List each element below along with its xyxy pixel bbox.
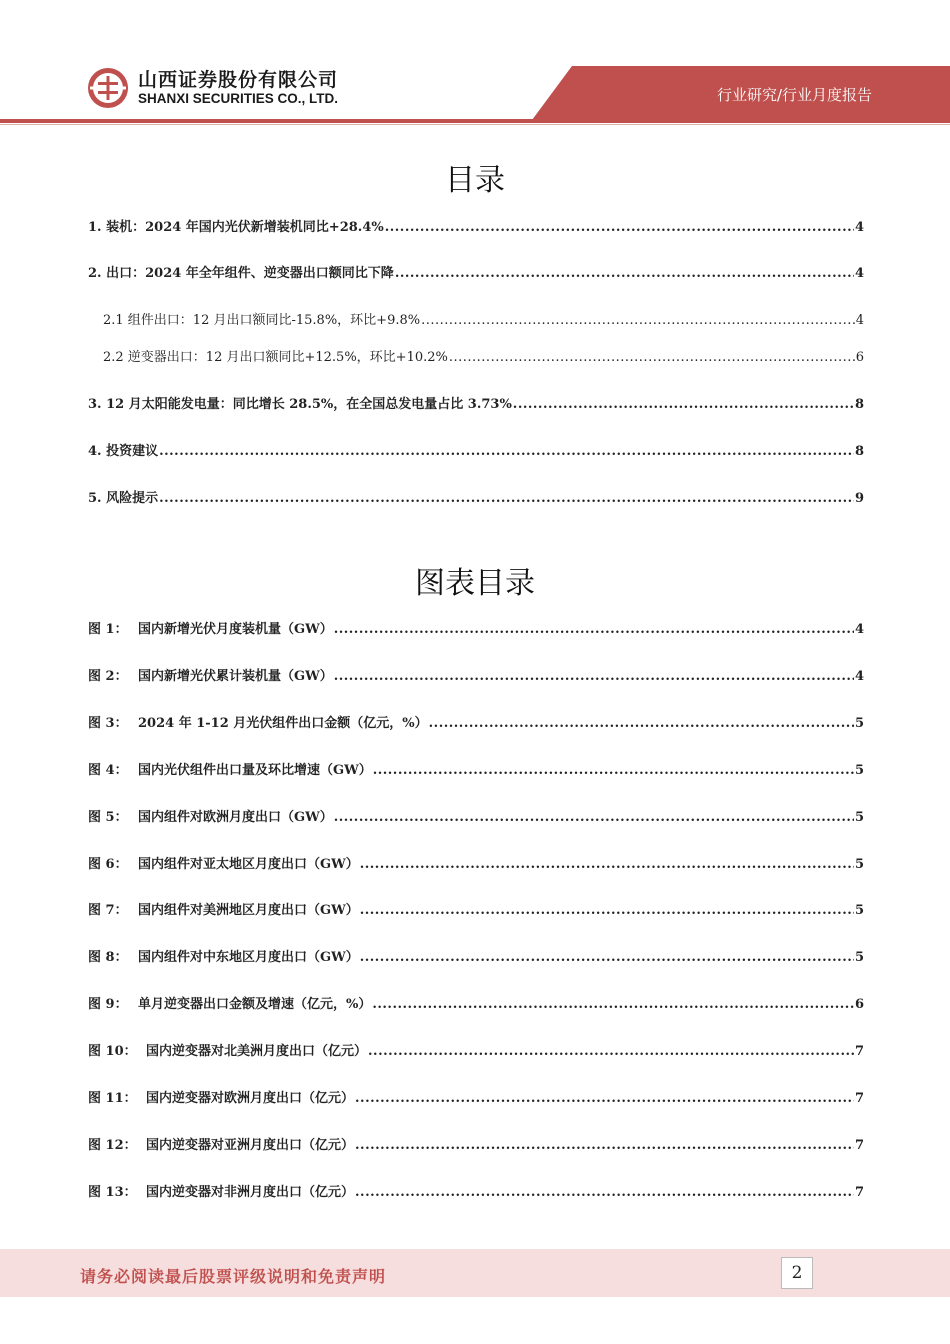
figure-page: 7 <box>854 1185 864 1200</box>
figure-entry[interactable] <box>88 1137 864 1155</box>
figure-number: 图 7： <box>88 903 128 918</box>
toc-entry-label: 2.2 逆变器出口：12 月出口额同比+12.5%，环比+10.2% <box>103 350 448 365</box>
figure-entry[interactable] <box>88 762 864 780</box>
toc-entry[interactable] <box>88 396 864 414</box>
figure-label: 国内组件对美洲地区月度出口（GW） <box>138 903 359 918</box>
toc-entry-page: 6 <box>855 350 864 365</box>
toc-entry[interactable] <box>88 443 864 461</box>
figure-entry[interactable] <box>88 856 864 874</box>
toc-leader-dots <box>385 219 854 237</box>
toc-entry-label: 5. 风险提示 <box>88 491 159 506</box>
toc-entry-page: 4 <box>854 266 864 281</box>
figures-title: 图表目录 <box>415 566 535 601</box>
toc-leader-dots <box>159 490 854 508</box>
figure-entry[interactable] <box>88 902 864 920</box>
figure-label: 国内光伏组件出口量及环比增速（GW） <box>138 763 372 778</box>
figure-label: 国内逆变器对非洲月度出口（亿元） <box>146 1185 355 1200</box>
company-name-en: SHANXI SECURITIES CO., LTD. <box>138 91 339 106</box>
footer-disclaimer: 请务必阅读最后股票评级说明和免责声明 <box>80 1267 387 1286</box>
toc-subentry[interactable] <box>103 349 864 367</box>
figure-entry[interactable] <box>88 996 864 1014</box>
toc-leader-dots <box>421 312 855 330</box>
toc-entry-label: 4. 投资建议 <box>88 444 159 459</box>
toc-subentry[interactable] <box>103 312 864 330</box>
toc-leader-dots <box>372 996 854 1014</box>
toc-leader-dots <box>395 265 854 283</box>
toc-entry-label: 3. 12 月太阳能发电量：同比增长 28.5%，在全国总发电量占比 3.73% <box>88 397 512 412</box>
figure-entry[interactable] <box>88 1090 864 1108</box>
toc-entry-page: 8 <box>854 397 864 412</box>
page-number: 2 <box>781 1257 813 1289</box>
toc-entry-label: 2. 出口：2024 年全年组件、逆变器出口额同比下降 <box>88 266 394 281</box>
toc-entry[interactable] <box>88 490 864 508</box>
header-divider-thin <box>0 124 950 125</box>
figure-number: 图 8： <box>88 950 128 965</box>
figure-label: 国内逆变器对北美洲月度出口（亿元） <box>146 1044 368 1059</box>
toc-leader-dots <box>360 902 854 920</box>
figure-label: 国内逆变器对亚洲月度出口（亿元） <box>146 1138 355 1153</box>
figure-page: 7 <box>854 1091 864 1106</box>
figure-label: 国内组件对中东地区月度出口（GW） <box>138 950 359 965</box>
toc-leader-dots <box>355 1137 854 1155</box>
toc-entry-page: 9 <box>854 491 864 506</box>
figure-entry[interactable] <box>88 715 864 733</box>
page-header <box>0 0 950 130</box>
toc-entry-page: 8 <box>854 444 864 459</box>
figure-entry[interactable] <box>88 1043 864 1061</box>
toc-entry[interactable] <box>88 265 864 283</box>
figure-label: 国内逆变器对欧洲月度出口（亿元） <box>146 1091 355 1106</box>
toc-entry-page: 4 <box>855 313 864 328</box>
toc-leader-dots <box>334 621 854 639</box>
toc-leader-dots <box>355 1090 854 1108</box>
figure-number: 图 3： <box>88 716 128 731</box>
figure-page: 5 <box>854 716 864 731</box>
figure-entry[interactable] <box>88 668 864 686</box>
header-divider <box>0 119 950 123</box>
report-type: 行业研究/行业月度报告 <box>716 86 872 104</box>
figure-number: 图 1： <box>88 622 128 637</box>
figure-number: 图 13： <box>88 1185 137 1200</box>
figure-label: 单月逆变器出口金额及增速（亿元，%） <box>138 997 372 1012</box>
figure-page: 7 <box>854 1044 864 1059</box>
figure-page: 5 <box>854 857 864 872</box>
toc-entry[interactable] <box>88 219 864 237</box>
figure-entry[interactable] <box>88 949 864 967</box>
figure-entry[interactable] <box>88 809 864 827</box>
figure-page: 5 <box>854 903 864 918</box>
toc-leader-dots <box>429 715 854 733</box>
figure-page: 4 <box>854 622 864 637</box>
figure-number: 图 2： <box>88 669 128 684</box>
company-seal-icon <box>86 66 130 110</box>
toc-leader-dots <box>513 396 854 414</box>
figure-page: 4 <box>854 669 864 684</box>
toc-leader-dots <box>368 1043 854 1061</box>
toc-leader-dots <box>159 443 854 461</box>
figure-label: 2024 年 1-12 月光伏组件出口金额（亿元，%） <box>138 716 428 731</box>
toc-leader-dots <box>334 668 854 686</box>
toc-leader-dots <box>355 1184 854 1202</box>
figure-number: 图 11： <box>88 1091 137 1106</box>
figure-label: 国内组件对欧洲月度出口（GW） <box>138 810 333 825</box>
company-name-cn: 山西证券股份有限公司 <box>138 69 339 91</box>
toc-entry-page: 4 <box>854 220 864 235</box>
figure-entry[interactable] <box>88 621 864 639</box>
figure-page: 6 <box>854 997 864 1012</box>
figure-number: 图 10： <box>88 1044 137 1059</box>
toc-entry-label: 1. 装机：2024 年国内光伏新增装机同比+28.4% <box>88 220 384 235</box>
figure-number: 图 9： <box>88 997 128 1012</box>
figure-label: 国内组件对亚太地区月度出口（GW） <box>138 857 359 872</box>
toc-entry-label: 2.1 组件出口：12 月出口额同比-15.8%，环比+9.8% <box>103 313 421 328</box>
toc-leader-dots <box>360 856 854 874</box>
toc-title: 目录 <box>445 163 505 198</box>
figure-page: 5 <box>854 763 864 778</box>
figure-number: 图 12： <box>88 1138 137 1153</box>
toc-leader-dots <box>373 762 854 780</box>
toc-leader-dots <box>360 949 854 967</box>
figure-number: 图 6： <box>88 857 128 872</box>
figure-label: 国内新增光伏累计装机量（GW） <box>138 669 333 684</box>
figure-page: 5 <box>854 810 864 825</box>
figure-label: 国内新增光伏月度装机量（GW） <box>138 622 333 637</box>
company-logo <box>86 66 338 110</box>
figure-number: 图 5： <box>88 810 128 825</box>
toc-leader-dots <box>334 809 854 827</box>
figure-page: 5 <box>854 950 864 965</box>
figure-page: 7 <box>854 1138 864 1153</box>
figure-number: 图 4： <box>88 763 128 778</box>
figure-entry[interactable] <box>88 1184 864 1202</box>
toc-leader-dots <box>449 349 855 367</box>
